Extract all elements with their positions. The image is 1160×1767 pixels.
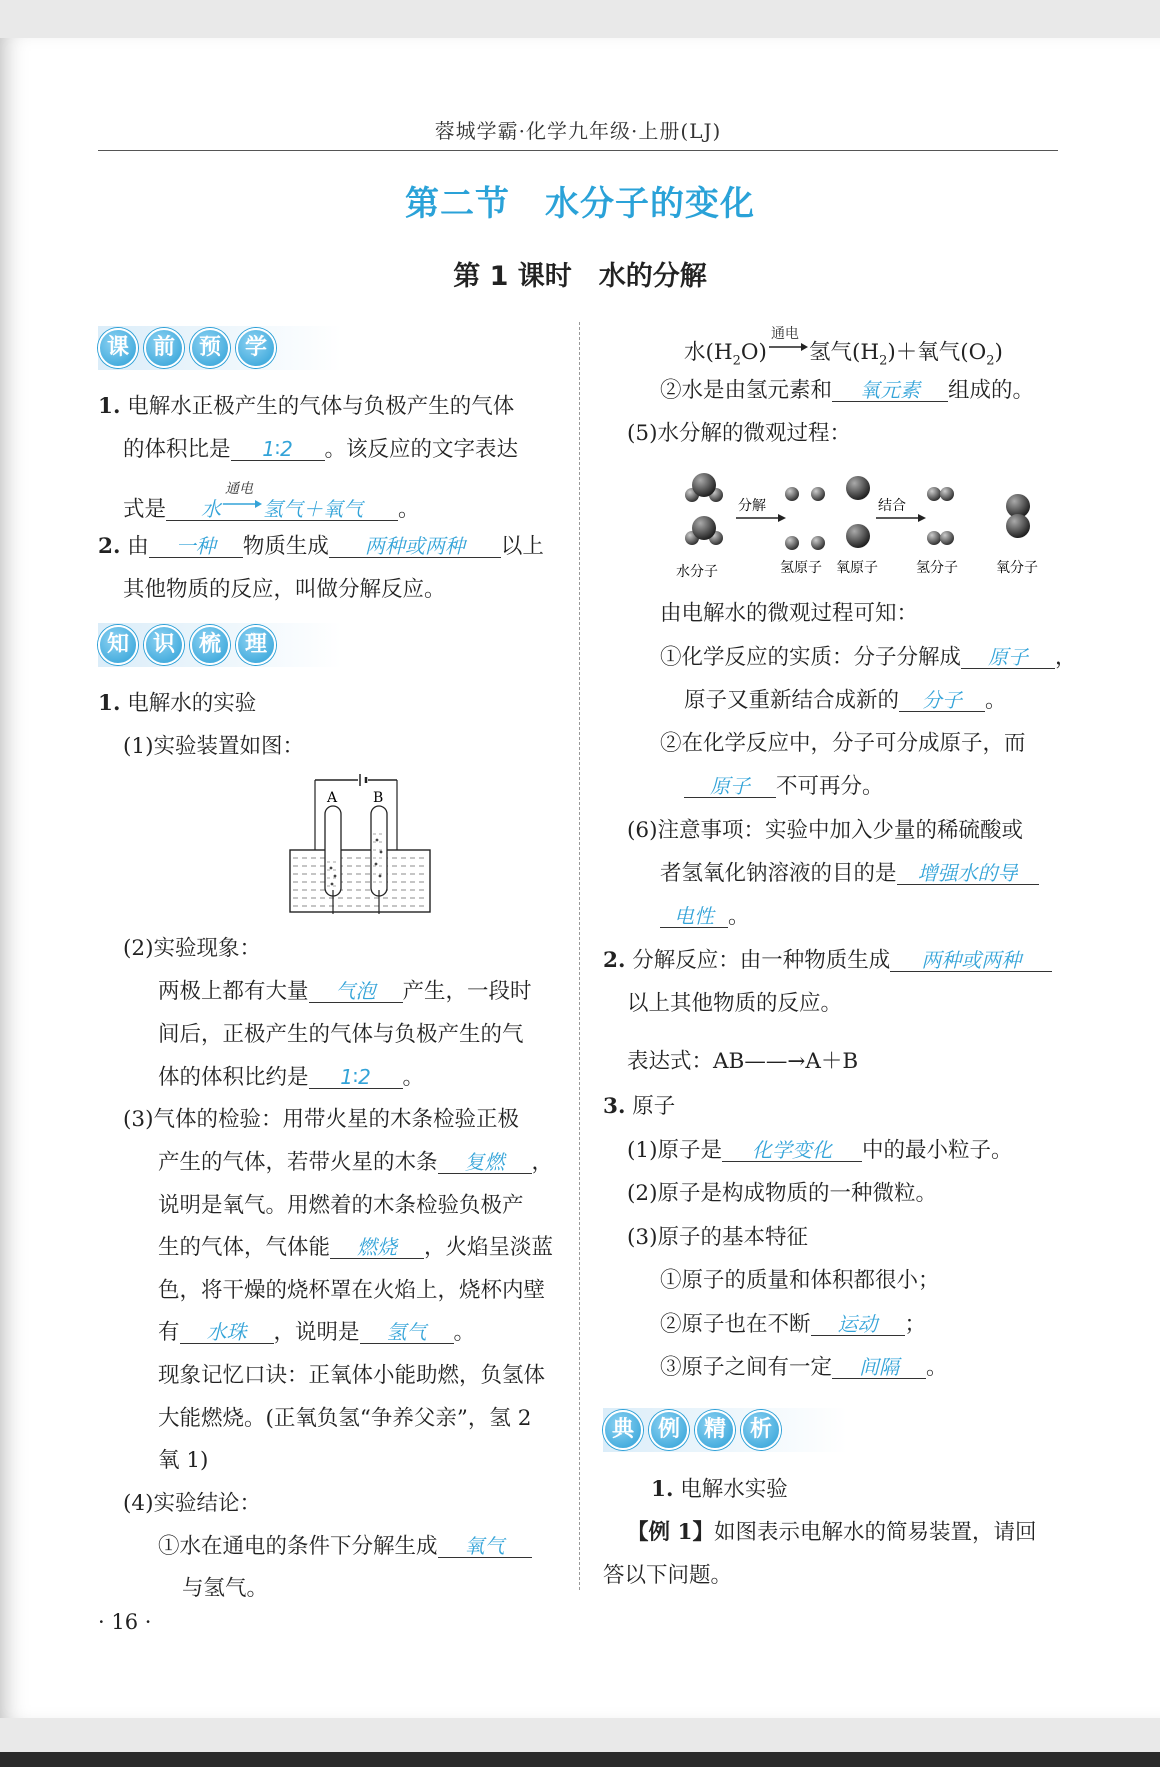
section-6-line3 <box>660 904 750 930</box>
badge-preview <box>98 326 342 370</box>
review-s1-3-line2 <box>158 1150 553 1176</box>
text: )＋氧气(O <box>887 340 987 365</box>
label-decompose: 分解 <box>738 498 766 514</box>
decomposition-definition-2: 以上其他物质的反应。 <box>627 991 843 1016</box>
micro-point-2: ②在化学反应中，分子可分成原子，而 <box>660 731 1026 756</box>
text: 产生，一段时 <box>402 979 532 1004</box>
section-5: (5)水分解的微观过程： <box>627 421 851 446</box>
section-title: 第二节 水分子的变化 <box>405 184 755 224</box>
badge-char: 例 <box>649 1410 689 1450</box>
text: ) <box>994 340 1003 365</box>
answer-blank: 分子 <box>899 689 985 712</box>
atom-title <box>603 1094 675 1120</box>
preview-q1-line3 <box>123 481 420 523</box>
badge-review <box>98 623 342 667</box>
review-s1-3-line8: 大能燃烧。(正氧负氢“争养父亲”，氢 2 <box>158 1406 532 1431</box>
review-s1-4-line1 <box>158 1534 532 1560</box>
answer-blank: 两种或两种 <box>329 535 501 558</box>
answer-blank: 电性 <box>660 905 728 928</box>
label-h-atom: 氢原子 <box>780 560 822 576</box>
reaction-equation <box>684 326 1003 374</box>
review-s1-1: (1)实验装置如图： <box>123 734 304 759</box>
text: 电解水正极产生的气体与负极产生的气体 <box>127 394 515 419</box>
text: 电解水的实验 <box>127 691 257 716</box>
review-s1-3-line4 <box>158 1235 553 1261</box>
micro-point-1b <box>684 688 1007 714</box>
text: ，说明是 <box>273 1320 360 1345</box>
preview-q2-line1 <box>98 534 544 560</box>
label-b: B <box>373 790 384 806</box>
badge-char: 典 <box>603 1410 643 1450</box>
text: ， <box>531 1150 554 1175</box>
q-number: 3. <box>603 1094 626 1119</box>
badge-char: 梳 <box>190 625 230 665</box>
reaction-arrow <box>221 481 263 516</box>
atom-2: (2)原子是构成物质的一种微粒。 <box>627 1181 937 1206</box>
badge-char: 精 <box>695 1410 735 1450</box>
badge-char: 识 <box>144 625 184 665</box>
text: 原子又重新结合成新的 <box>684 688 900 713</box>
micro-intro: 由电解水的微观过程可知： <box>660 601 919 626</box>
review-s1-3-line6 <box>158 1320 475 1346</box>
text: 不可再分。 <box>776 774 884 799</box>
example-topic <box>651 1477 788 1503</box>
text: 以上 <box>500 534 544 559</box>
badge-char: 预 <box>190 328 230 368</box>
text: (1)原子是 <box>627 1138 722 1163</box>
answer-blank: 水珠 <box>180 1321 274 1344</box>
answer-blank: 氧气 <box>438 1535 532 1558</box>
preview-q2-line2: 其他物质的反应，叫做分解反应。 <box>123 577 446 602</box>
atom-3-3 <box>660 1355 948 1381</box>
answer-blank: 气泡 <box>309 980 403 1003</box>
text: 有 <box>158 1320 180 1345</box>
reaction-arrow <box>767 326 809 359</box>
answer-blank: 间隔 <box>832 1356 926 1379</box>
text: 由 <box>127 534 149 559</box>
water-decomposition-micro-diagram <box>672 468 1052 586</box>
review-s1-2-line2: 间后，正极产生的气体与负极产生的气 <box>158 1022 524 1047</box>
q-number: 1. <box>98 394 121 419</box>
badge-example <box>603 1408 847 1452</box>
conclusion-2 <box>660 378 1034 404</box>
text: 水(H <box>684 340 733 365</box>
answer-blank: 化学变化 <box>722 1139 862 1162</box>
label-h-molecule: 氢分子 <box>916 560 958 576</box>
answer-blank: 燃烧 <box>330 1236 424 1259</box>
arrow-icon <box>767 341 809 353</box>
arrow-condition: 通电 <box>225 481 254 497</box>
atom-1 <box>627 1138 1012 1164</box>
review-s1-2-line3 <box>158 1065 424 1091</box>
decomposition-definition <box>603 948 1052 974</box>
q-number: 2. <box>98 534 121 559</box>
answer-text: 氢气＋氧气 <box>263 497 364 521</box>
review-s1-4: (4)实验结论： <box>123 1491 261 1516</box>
example-1-line1 <box>627 1520 1036 1546</box>
text: 者氢氧化钠溶液的目的是 <box>660 861 897 886</box>
text: 。 <box>728 904 750 929</box>
text: 中的最小粒子。 <box>861 1138 1013 1163</box>
answer-text: 水 <box>201 497 222 521</box>
text: 。 <box>398 497 420 522</box>
text: 物质生成 <box>242 534 329 559</box>
bottom-bar <box>0 1752 1160 1767</box>
text: 如图表示电解水的简易装置，请回 <box>713 1520 1037 1545</box>
text: 。 <box>453 1320 476 1345</box>
label-a: A <box>327 790 338 806</box>
preview-q1-line2 <box>123 437 518 463</box>
text: 组成的。 <box>948 378 1035 403</box>
text: ①水在通电的条件下分解生成 <box>158 1534 438 1559</box>
q-number: 1. <box>98 691 121 716</box>
text: 产生的气体，若带火星的木条 <box>158 1150 438 1175</box>
text: ①化学反应的实质：分子分解成 <box>660 645 962 670</box>
page-number: · 16 · <box>98 1610 152 1634</box>
q-number: 2. <box>603 948 626 973</box>
answer-blank <box>166 481 398 521</box>
text: 体的体积比约是 <box>158 1065 309 1090</box>
review-s1-3-line3: 说明是氧气。用燃着的木条检验负极产 <box>158 1193 524 1218</box>
text: 两极上都有大量 <box>158 979 309 1004</box>
answer-blank: 运动 <box>811 1313 905 1336</box>
section-6-line2 <box>660 861 1039 887</box>
text: 。 <box>402 1065 425 1090</box>
water-molecule-bottom <box>685 516 723 545</box>
preview-q1-line1 <box>98 394 514 420</box>
arrow-icon <box>221 498 263 510</box>
answer-blank: 一种 <box>149 535 243 558</box>
badge-char: 前 <box>144 328 184 368</box>
text: 。 <box>985 688 1007 713</box>
text: 分解反应：由一种物质生成 <box>632 948 891 973</box>
badge-char: 知 <box>98 625 138 665</box>
label-water-molecule: 水分子 <box>676 564 718 580</box>
badge-char: 析 <box>741 1410 781 1450</box>
answer-blank: 复燃 <box>438 1151 532 1174</box>
subscript: 2 <box>986 353 995 369</box>
micro-point-1 <box>660 645 1077 671</box>
review-s1-3-line5: 色，将干燥的烧杯罩在火焰上，烧杯内壁 <box>158 1278 546 1303</box>
column-divider <box>579 322 580 1590</box>
example-1-line2: 答以下问题。 <box>603 1563 733 1588</box>
atom-3: (3)原子的基本特征 <box>627 1225 808 1250</box>
review-s1-3-line7: 现象记忆口诀：正氧体小能助燃，负氢体 <box>158 1363 546 1388</box>
badge-char: 课 <box>98 328 138 368</box>
review-s1-3-line9: 氧 1) <box>158 1448 209 1473</box>
review-s1-4-line2: 与氢气。 <box>182 1576 269 1601</box>
text: ，火焰呈淡蓝 <box>424 1235 554 1260</box>
answer-blank: 增强水的导 <box>897 862 1039 885</box>
text: ， <box>1055 645 1077 670</box>
answer-blank: 氢气 <box>360 1321 454 1344</box>
answer-blank: 原子 <box>961 646 1055 669</box>
answer-blank: 原子 <box>684 775 776 798</box>
answer-blank: 1∶2 <box>231 438 325 461</box>
label-o-atom: 氧原子 <box>836 560 878 576</box>
water-molecule-top <box>685 473 723 502</box>
badge-char: 学 <box>236 328 276 368</box>
label-combine: 结合 <box>878 498 906 514</box>
text: ②原子也在不断 <box>660 1312 811 1337</box>
text: 电解水实验 <box>680 1477 788 1502</box>
running-header: 蓉城学霸·化学九年级·上册(LJ) <box>434 119 722 143</box>
q-number: 1. <box>651 1477 674 1502</box>
electrolysis-apparatus-diagram <box>285 772 455 920</box>
arrow-condition: 通电 <box>770 326 799 342</box>
review-s1-title <box>98 691 256 717</box>
review-s1-2: (2)实验现象： <box>123 936 261 961</box>
text: O) <box>740 340 767 365</box>
review-s1-2-line1 <box>158 979 532 1005</box>
text: 的体积比是 <box>123 437 231 462</box>
section-6-line1: (6)注意事项：实验中加入少量的稀硫酸或 <box>627 818 1023 843</box>
lesson-title: 第 1 课时 水的分解 <box>453 261 707 292</box>
text: 式是 <box>123 497 167 522</box>
text: 氢气(H <box>808 340 880 365</box>
badge-char: 理 <box>236 625 276 665</box>
answer-blank: 两种或两种 <box>890 949 1052 972</box>
answer-blank: 氧元素 <box>832 379 948 402</box>
atom-3-2 <box>660 1312 926 1338</box>
text: 生的气体，气体能 <box>158 1235 331 1260</box>
text: 。该反应的文字表达 <box>324 437 519 462</box>
text: ； <box>904 1312 927 1337</box>
subscript: 2 <box>879 353 888 369</box>
micro-point-2b <box>684 774 884 800</box>
review-s1-3-line1: (3)气体的检验：用带火星的木条检验正极 <box>123 1107 519 1132</box>
example-tag: 【例 1】 <box>627 1520 714 1545</box>
answer-blank: 1∶2 <box>309 1066 403 1089</box>
header-rule <box>98 150 1058 151</box>
decomposition-expression: 表达式：AB——→A＋B <box>627 1049 859 1074</box>
text: 原子 <box>632 1094 676 1119</box>
text: 。 <box>926 1355 948 1380</box>
text: ③原子之间有一定 <box>660 1355 833 1380</box>
atom-3-1: ①原子的质量和体积都很小； <box>660 1268 940 1293</box>
subscript: 2 <box>732 353 741 369</box>
text: ②水是由氢元素和 <box>660 378 833 403</box>
label-o-molecule: 氧分子 <box>996 560 1038 576</box>
